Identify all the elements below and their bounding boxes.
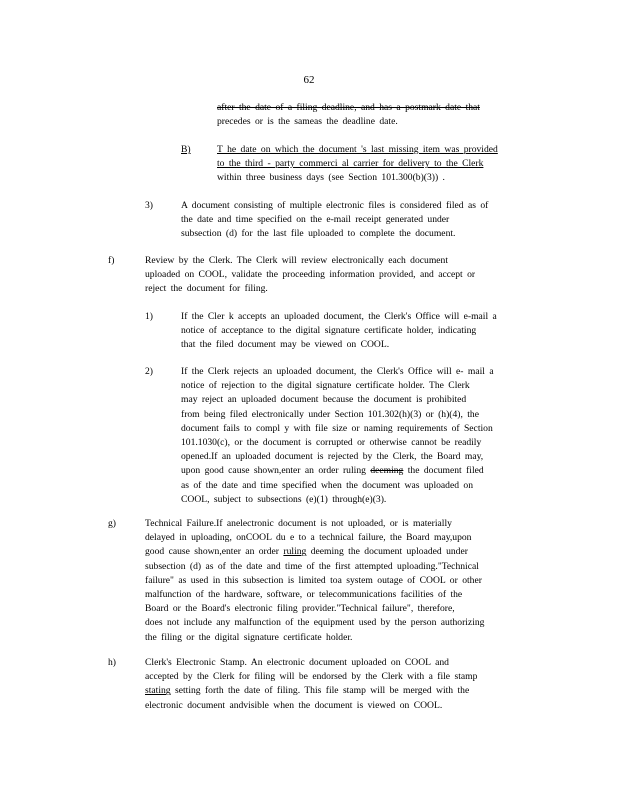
text-segment: the document filed <box>403 465 484 477</box>
text-line: document fails to compl y with file size or naming requirements of Section <box>181 422 493 434</box>
text-line: A document consisting of multiple electronic files is considered filed as of <box>181 200 489 211</box>
text-line: delayed in uploading, onCOOL du e to a technical failure, the Board may,upon <box>145 532 472 544</box>
text-line: may reject an uploaded document because the document is prohibited <box>181 394 467 406</box>
item-f2-text <box>181 365 494 507</box>
struck-word-deeming: deeming <box>370 465 404 477</box>
text-line: subsection (d) for the last file uploaded to complete the document. <box>181 228 456 240</box>
item-f-text <box>145 254 475 297</box>
underlined-word-ruling: ruling <box>283 546 307 558</box>
text-line: uploaded on COOL, validate the proceeding information provided, and accept or <box>145 269 476 281</box>
item-g-text <box>145 517 484 645</box>
text-line: notice of acceptance to the digital signature certificate holder, indicating <box>181 325 477 337</box>
text-segment: deeming the document uploaded under <box>306 546 468 558</box>
item-f2-label: 2) <box>145 366 153 377</box>
item-a-continuation <box>217 101 480 129</box>
item-f-label: f) <box>108 255 115 266</box>
text-line: Technical Failure.If anelectronic document is not uploaded, or is materially <box>145 518 452 529</box>
item-f1-text <box>181 310 497 353</box>
item-f1-label: 1) <box>145 311 153 322</box>
item-3-text <box>181 199 488 242</box>
underlined-text-line: T he date on which the document 's last missing item was provided <box>217 144 498 155</box>
text-line: as of the date and time specified when the document was uploaded on <box>181 479 474 491</box>
underlined-text-line: to the third - party commerci al carrier for delivery to the Clerk <box>217 158 484 170</box>
text-line: failure" as used in this subsection is limited toa system outage of COOL or other <box>145 574 482 586</box>
text-line: does not include any malfunction of the equipment used by the person authorizing <box>145 617 485 629</box>
text-line: Clerk's Electronic Stamp. An electronic document uploaded on COOL and <box>145 657 449 668</box>
item-b-label: B) <box>181 144 191 155</box>
text-line-with-underline <box>145 684 477 698</box>
text-line: within three business days (see Section 101.300(b)(3)) . <box>217 172 445 184</box>
page-number: 62 <box>303 74 315 86</box>
underlined-word-stating: stating <box>145 685 171 697</box>
text-line: notice of rejection to the digital signature certificate holder. The Clerk <box>181 380 470 392</box>
text-line-with-underline <box>145 545 484 559</box>
text-line: If the Clerk rejects an uploaded document, the Clerk's Office will e- mail a <box>181 366 494 377</box>
text-line: If the Cler k accepts an uploaded document, the Clerk's Office will e-mail a <box>181 311 497 322</box>
text-segment: upon good cause shown,enter an order ruling <box>181 465 371 477</box>
text-segment: good cause shown,enter an order <box>145 546 284 558</box>
item-h-label: h) <box>108 657 116 668</box>
text-line: Review by the Clerk. The Clerk will review electronically each document <box>145 255 449 266</box>
item-b-text <box>217 143 498 186</box>
item-3-label: 3) <box>145 200 153 211</box>
text-line: 101.1030(c), or the document is corrupted or otherwise cannot be readily <box>181 437 482 449</box>
text-segment: setting forth the date of filing. This file stamp will be merged with the <box>170 685 470 697</box>
text-line: precedes or is the sameas the deadline date. <box>217 116 398 128</box>
struck-text-line: after the date of a filing deadline, and has a postmark date that <box>217 102 480 113</box>
text-line: reject the document for filing. <box>145 283 268 295</box>
text-line: subsection (d) as of the date and time of the first attempted uploading."Technical <box>145 560 479 572</box>
item-g-label: g) <box>108 518 116 529</box>
text-line: COOL, subject to subsections (e)(1) through(e)(3). <box>181 493 387 505</box>
text-line: the filing or the digital signature certificate holder. <box>145 631 353 643</box>
text-line: from being filed electronically under Section 101.302(h)(3) or (h)(4), the <box>181 408 479 420</box>
text-line: the date and time specified on the e-mail receipt generated under <box>181 214 450 226</box>
text-line: Board or the Board's electronic filing provider."Technical failure", therefore, <box>145 603 455 615</box>
text-line: electronic document andvisible when the document is viewed on COOL. <box>145 699 443 711</box>
text-line: that the filed document may be viewed on COOL. <box>181 339 390 351</box>
item-h-text <box>145 656 477 713</box>
text-line: accepted by the Clerk for filing will be endorsed by the Clerk with a file stamp <box>145 671 478 683</box>
text-line: malfunction of the hardware, software, or telecommunications facilities of the <box>145 589 463 601</box>
text-line: opened.If an uploaded document is rejected by the Clerk, the Board may, <box>181 451 484 463</box>
text-line-with-strike <box>181 464 494 478</box>
